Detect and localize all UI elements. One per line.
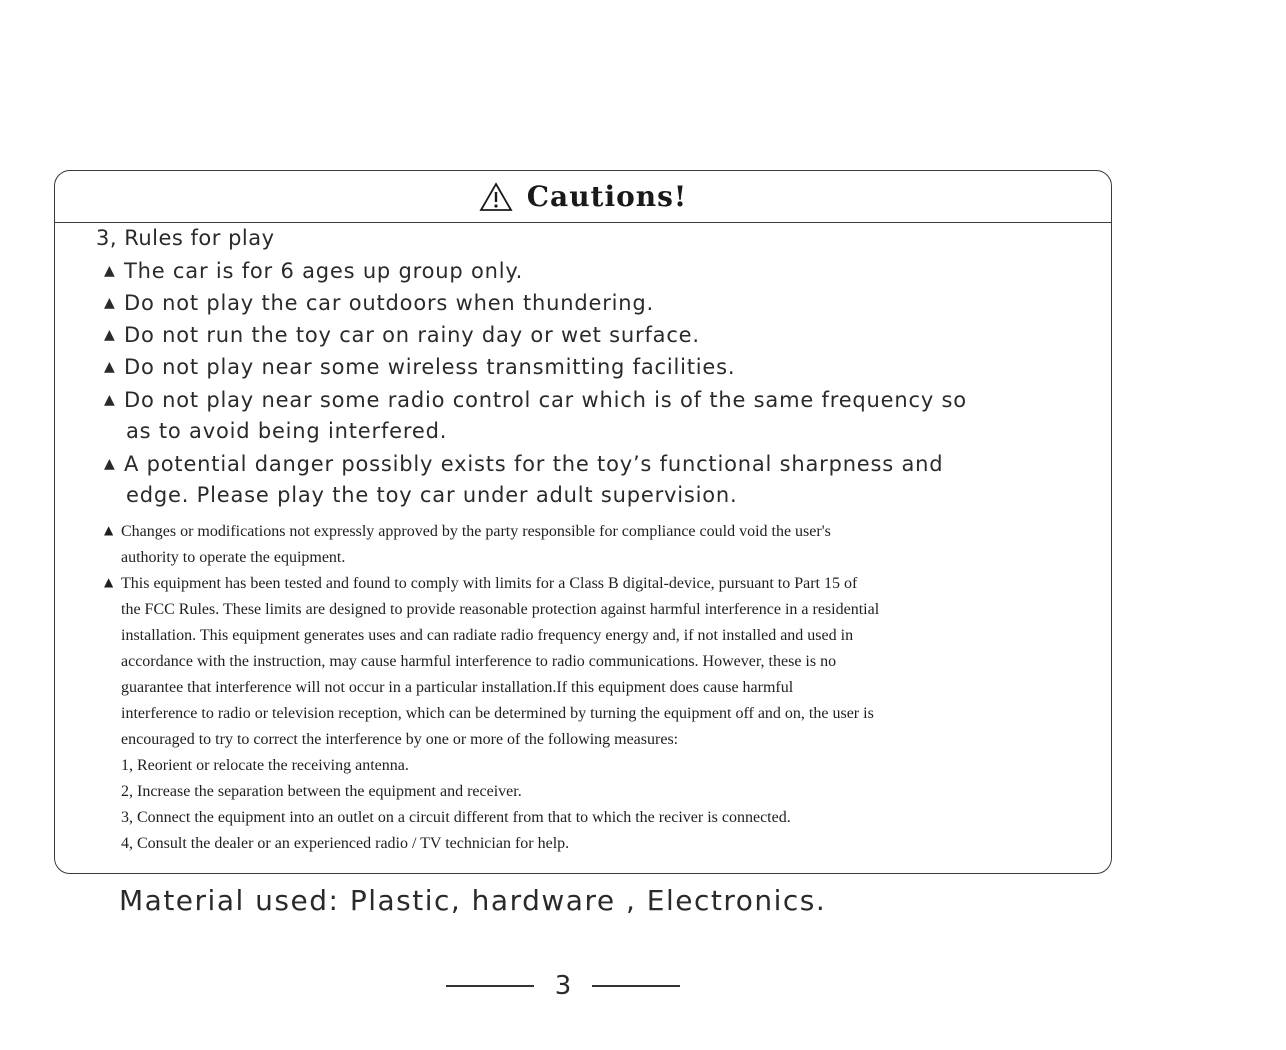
rule-item xyxy=(104,385,967,447)
footer-rule-left xyxy=(446,985,534,987)
bullet-triangle-icon: ▲ xyxy=(104,327,116,343)
rule-text: The car is for 6 ages up group only. xyxy=(124,259,524,283)
bullet-triangle-icon: ▲ xyxy=(104,456,116,472)
rule-text-continued: edge. Please play the toy car under adult supervision. xyxy=(126,483,738,507)
bullet-triangle-icon: ▲ xyxy=(104,359,116,375)
rule-item xyxy=(104,449,943,511)
fcc-text-continued: accordance with the instruction, may cause harmful interference to radio communications. However, these is no xyxy=(121,653,837,670)
fcc-text: Changes or modifications not expressly approved by the party responsible for compliance could void the user's xyxy=(121,523,831,540)
rule-text: Do not play the car outdoors when thundering. xyxy=(124,291,655,315)
fcc-text-continued: authority to operate the equipment. xyxy=(121,549,346,566)
fcc-measure-item: 4, Consult the dealer or an experienced radio / TV technician for help. xyxy=(121,835,570,852)
footer-rule-right xyxy=(592,985,680,987)
fcc-measure-item: 1, Reorient or relocate the receiving antenna. xyxy=(121,757,409,774)
warning-triangle-icon xyxy=(479,182,513,212)
fcc-notice xyxy=(104,517,831,571)
rule-item xyxy=(104,320,700,351)
page-footer xyxy=(446,966,680,1006)
rule-text: Do not play near some wireless transmitting facilities. xyxy=(124,355,736,379)
bullet-triangle-icon: ▲ xyxy=(104,392,116,408)
fcc-text-continued: interference to radio or television reception, which can be determined by turning the equipment off and on, the user is xyxy=(121,705,874,722)
rule-item xyxy=(104,352,735,383)
section-title: 3, Rules for play xyxy=(96,226,275,250)
material-used: Material used: Plastic, hardware , Electronics. xyxy=(119,884,827,917)
fcc-measure-item: 2, Increase the separation between the equipment and receiver. xyxy=(121,783,522,800)
rule-text-continued: as to avoid being interfered. xyxy=(126,419,448,443)
rule-text: Do not run the toy car on rainy day or wet surface. xyxy=(124,323,700,347)
rule-text: Do not play near some radio control car which is of the same frequency so xyxy=(124,388,967,412)
bullet-triangle-icon: ▲ xyxy=(104,523,114,537)
bullet-triangle-icon: ▲ xyxy=(104,575,114,589)
bullet-triangle-icon: ▲ xyxy=(104,295,116,311)
fcc-text-continued: encouraged to try to correct the interference by one or more of the following measures: xyxy=(121,731,679,748)
fcc-text-continued: installation. This equipment generates uses and can radiate radio frequency energy and, if not installed and used in xyxy=(121,627,854,644)
fcc-notice xyxy=(104,569,879,857)
cautions-header xyxy=(55,171,1111,223)
cautions-title: Cautions! xyxy=(526,180,688,213)
fcc-text-continued: the FCC Rules. These limits are designed to provide reasonable protection against harmful interference in a residential xyxy=(121,601,880,618)
bullet-triangle-icon: ▲ xyxy=(104,263,116,279)
fcc-measure-item: 3, Connect the equipment into an outlet on a circuit different from that to which the reciver is connected. xyxy=(121,809,791,826)
rule-item xyxy=(104,256,523,287)
fcc-text: This equipment has been tested and found to comply with limits for a Class B digital-device, pursuant to Part 15 of xyxy=(121,575,858,592)
page-number: 3 xyxy=(554,971,572,1001)
rule-item xyxy=(104,288,654,319)
fcc-text-continued: guarantee that interference will not occur in a particular installation.If this equipment does cause harmful xyxy=(121,679,794,696)
rule-text: A potential danger possibly exists for the toy’s functional sharpness and xyxy=(124,452,944,476)
